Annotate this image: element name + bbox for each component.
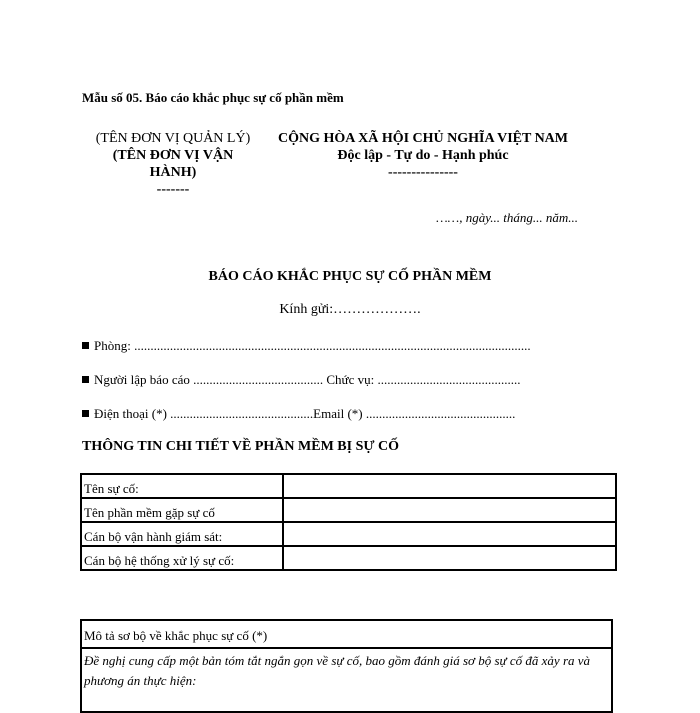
table-row <box>81 546 616 570</box>
operating-unit-name: (TÊN ĐƠN VỊ VẬN <box>112 148 234 163</box>
reporter-field[interactable] <box>82 372 520 388</box>
operator-value[interactable] <box>283 522 616 546</box>
table-row <box>81 498 616 522</box>
description-instruction: Đề nghị cung cấp một bản tóm tắt ngắn gọn về sự cố, bao gồm đánh giá sơ bộ sự cố đã xảy ra và phương án thực hiện: <box>84 653 591 688</box>
motto-separator: --------------- <box>388 165 458 180</box>
unit-separator: ------- <box>156 182 190 197</box>
table-row <box>81 474 616 498</box>
report-title: BÁO CÁO KHẮC PHỤC SỰ CỐ PHẦN MỀM <box>208 269 492 284</box>
form-number: Mẫu số 05. Báo cáo khắc phục sự cố phần mềm <box>82 90 344 105</box>
motto: Độc lập - Tự do - Hạnh phúc <box>337 148 509 163</box>
department-field[interactable] <box>82 338 531 354</box>
reporter-text: Người lập báo cáo ........................................ Chức vụ: ............................................ <box>94 372 521 387</box>
description-box[interactable] <box>80 619 613 713</box>
phone-email-field[interactable] <box>82 406 515 422</box>
issuing-unit-header <box>80 130 266 198</box>
operator-label: Cán bộ vận hành giám sát: <box>81 522 283 546</box>
national-motto-header <box>268 130 578 181</box>
bullet-icon <box>82 342 89 349</box>
incident-details-table <box>80 473 617 571</box>
managing-unit-name: (TÊN ĐƠN VỊ QUẢN LÝ) <box>95 131 251 146</box>
handler-value[interactable] <box>283 546 616 570</box>
software-name-label: Tên phần mềm gặp sự cố <box>81 498 283 522</box>
table-row <box>81 522 616 546</box>
software-name-value[interactable] <box>283 498 616 522</box>
operating-unit-name-cont: HÀNH) <box>149 165 197 180</box>
incident-name-label: Tên sự cố: <box>81 474 283 498</box>
incident-name-value[interactable] <box>283 474 616 498</box>
handler-label: Cán bộ hệ thống xử lý sự cố: <box>81 546 283 570</box>
description-label: Mô tả sơ bộ về khắc phục sự cố (*) <box>82 621 611 649</box>
section-title: THÔNG TIN CHI TIẾT VỀ PHẦN MỀM BỊ SỰ CỐ <box>82 439 400 454</box>
date-line: ……, ngày... tháng... năm... <box>436 210 578 225</box>
bullet-icon <box>82 410 89 417</box>
phone-email-text: Điện thoại (*) ............................................Email (*) .............................................. <box>94 406 516 421</box>
country-name: CỘNG HÒA XÃ HỘI CHỦ NGHĨA VIỆT NAM <box>277 131 568 146</box>
recipient-line: Kính gửi:………………. <box>279 302 421 317</box>
bullet-icon <box>82 376 89 383</box>
department-text: Phòng: .......................................................................................................................... <box>94 338 531 353</box>
